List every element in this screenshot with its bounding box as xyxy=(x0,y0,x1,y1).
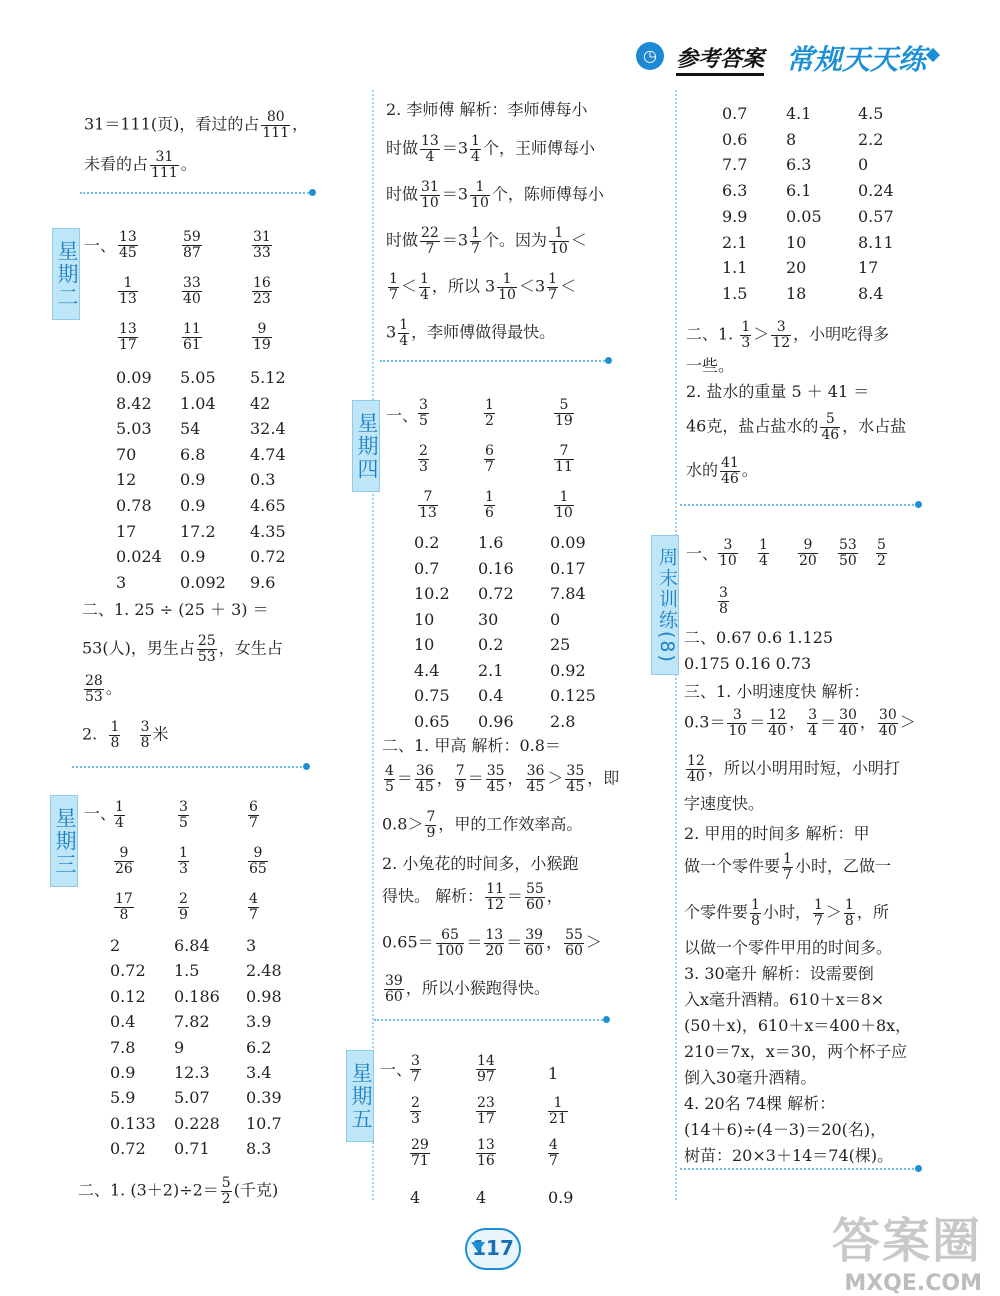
grid-cell: 6.2 xyxy=(246,1037,272,1057)
grid-cell: 0 xyxy=(858,155,869,175)
grid-fraction: $\frac{3}{10}$ xyxy=(719,537,737,569)
grid-cell: 6.8 xyxy=(180,444,206,464)
answer-line: 入x毫升酒精。610＋x＝8× xyxy=(684,990,885,1009)
grid-fraction: $\frac{3}{5}$ xyxy=(179,799,188,831)
column-divider xyxy=(372,90,374,1200)
grid-cell: 54 xyxy=(180,419,201,439)
answer-line: 二、0.67 0.6 1.125 xyxy=(684,628,834,647)
grid-cell: 0.9 xyxy=(180,547,206,567)
grid-cell: 6.3 xyxy=(786,155,812,175)
answer-line: 二、1. $\frac{1}{3}$ ＞ $\frac{3}{12}$ ，小明吃得多 xyxy=(686,319,890,351)
grid-cell: 5.03 xyxy=(116,419,152,439)
grid-fraction: $\frac{31}{33}$ xyxy=(253,229,271,261)
grid-cell: 0.2 xyxy=(414,533,440,552)
grid-cell: 6.3 xyxy=(722,181,748,201)
grid-cell: 0.7 xyxy=(722,104,748,123)
grid-fraction: $\frac{1}{4}$ xyxy=(115,799,124,831)
answer-line: 0.3＝ $\frac{3}{10}$ ＝ $\frac{12}{40}$ ， $\frac{3}{4}$ ＝ $\frac{30}{40}$ ， $\frac{30}{40}$ ＞ xyxy=(684,707,916,739)
grid-cell: 5.12 xyxy=(250,368,286,387)
grid-cell: 1.5 xyxy=(722,283,748,303)
grid-cell: 4.35 xyxy=(250,521,286,541)
grid-cell: 8 xyxy=(786,129,797,149)
question-label: 一、 xyxy=(380,1060,413,1079)
answer-line: 时做 $\frac{22}{7}$ ＝3 $\frac{1}{7}$ 个。因为 $\frac{1}{10}$ ＜ xyxy=(386,225,587,257)
section-separator xyxy=(680,1168,918,1170)
answer-line: 时做 $\frac{13}{4}$ ＝3 $\frac{1}{4}$ 个，王师傅每小 xyxy=(386,133,595,165)
answer-line: 0.65＝ $\frac{65}{100}$ ＝ $\frac{13}{20}$ ＝ $\frac{39}{60}$ ， $\frac{55}{60}$ ＞ xyxy=(382,927,602,959)
grid-cell: 0.65 xyxy=(414,711,450,731)
diamond-icon xyxy=(926,48,940,62)
grid-fraction: $\frac{2}{3}$ xyxy=(419,443,428,475)
grid-cell: 0 xyxy=(550,609,561,629)
grid-cell: 18 xyxy=(786,283,807,303)
grid-fraction: $\frac{59}{87}$ xyxy=(183,229,201,261)
grid-cell: 4 xyxy=(410,1188,421,1207)
grid-fraction: $\frac{9}{26}$ xyxy=(115,845,133,877)
grid-fraction: $\frac{23}{17}$ xyxy=(477,1095,495,1127)
answer-line: 2. 小兔花的时间多，小猴跑 xyxy=(382,854,579,873)
grid-fraction: $\frac{1}{10}$ xyxy=(555,489,573,521)
header-title-answers: 参考答案 xyxy=(676,42,764,76)
grid-cell: 10 xyxy=(786,232,807,252)
answer-line: 个零件要 $\frac{1}{8}$ 小时， $\frac{1}{7}$ ＞ $\frac{1}{8}$ ，所 xyxy=(684,897,889,929)
answer-line: 2. 盐水的重量 5 ＋ 41 ＝ xyxy=(686,382,870,401)
grid-cell: 3 xyxy=(116,572,127,592)
question-label: 一、 xyxy=(386,406,419,425)
answer-line: $\frac{4}{5}$ ＝ $\frac{36}{45}$ ， $\frac{7}{9}$ ＝ $\frac{35}{45}$ ， $\frac{36}{45}$ ＞ $\frac{35}{45}$ ，即 xyxy=(385,763,620,795)
grid-cell: 2 xyxy=(110,936,121,955)
grid-fraction: $\frac{4}{7}$ xyxy=(249,891,258,923)
grid-fraction: $\frac{9}{20}$ xyxy=(799,537,817,569)
grid-fraction: $\frac{13}{45}$ xyxy=(119,229,137,261)
grid-cell: 1.5 xyxy=(174,961,200,981)
answer-line: 3. 30毫升 解析：设需要倒 xyxy=(684,964,874,983)
answer-line: 水的 $\frac{41}{46}$ 。 xyxy=(686,455,758,487)
grid-cell: 0.09 xyxy=(116,368,152,387)
grid-fraction: $\frac{1}{4}$ xyxy=(759,537,768,569)
answer-line: 二、1. 甲高 解析：0.8＝ xyxy=(382,736,561,755)
grid-cell: 0.75 xyxy=(414,686,450,705)
grid-cell: 0.72 xyxy=(110,961,146,981)
grid-fraction: $\frac{16}{23}$ xyxy=(253,275,271,307)
answer-line: $\frac{3}{8}$ xyxy=(719,585,728,617)
grid-cell: 6.1 xyxy=(786,181,812,201)
tag-thursday: 星期四 xyxy=(352,400,380,492)
grid-cell: 0.4 xyxy=(478,686,504,705)
tag-friday: 星期五 xyxy=(346,1050,374,1142)
grid-cell: 0.72 xyxy=(250,547,286,567)
grid-cell: 7.84 xyxy=(550,584,586,603)
grid-cell: 0.9 xyxy=(180,496,206,515)
grid-fraction: $\frac{1}{3}$ xyxy=(179,845,188,877)
grid-cell: 10.2 xyxy=(414,584,450,603)
grid-cell: 2.48 xyxy=(246,961,282,981)
answer-line: 二、1. 25 ÷ (25 ＋ 3) ＝ xyxy=(82,600,269,619)
grid-cell: 0.6 xyxy=(722,129,748,149)
grid-cell: 0.17 xyxy=(550,558,586,578)
grid-cell: 0.78 xyxy=(116,496,152,515)
answer-line: 倒入30毫升酒精。 xyxy=(684,1068,817,1087)
grid-cell: 0.092 xyxy=(180,572,226,592)
answer-line: 210＝7x，x＝30，两个杯子应 xyxy=(684,1042,908,1061)
grid-cell: 2.8 xyxy=(550,711,576,731)
grid-cell: 5.9 xyxy=(110,1088,136,1108)
watermark xyxy=(762,1202,982,1296)
grid-cell: 4.4 xyxy=(414,660,440,680)
grid-cell: 0.24 xyxy=(858,181,894,201)
answer-line: 2. 甲用的时间多 解析：甲 xyxy=(684,824,870,843)
answer-line: (50＋x)，610＋x＝400＋8x， xyxy=(684,1016,912,1035)
grid-cell: 0.16 xyxy=(478,558,514,578)
grid-fraction: $\frac{14}{97}$ xyxy=(477,1053,495,1085)
grid-fraction: $\frac{33}{40}$ xyxy=(183,275,201,307)
grid-cell: 0.9 xyxy=(110,1063,136,1082)
grid-cell: 0.228 xyxy=(174,1113,220,1133)
grid-cell: 10 xyxy=(414,635,435,654)
grid-cell: 3.9 xyxy=(246,1012,272,1032)
grid-fraction: $\frac{3}{5}$ xyxy=(419,397,428,429)
grid-cell: 0.9 xyxy=(548,1188,574,1207)
grid-cell: 42 xyxy=(250,393,271,413)
grid-cell: 0.72 xyxy=(478,584,514,603)
grid-fraction: $\frac{1}{6}$ xyxy=(485,489,494,521)
grid-cell: 4.74 xyxy=(250,444,286,464)
grid-cell: 10.7 xyxy=(246,1113,282,1133)
answer-line: $\frac{39}{60}$ ，所以小猴跑得快。 xyxy=(385,973,550,1005)
tag-wednesday: 星期三 xyxy=(50,795,78,887)
grid-cell: 70 xyxy=(116,444,137,464)
watermark-url: MXQE.COM xyxy=(844,1271,982,1296)
grid-fraction: $\frac{6}{7}$ xyxy=(249,799,258,831)
answer-line: 时做 $\frac{31}{10}$ ＝3 $\frac{1}{10}$ 个，陈师傅每小 xyxy=(386,179,604,211)
grid-cell: 4 xyxy=(476,1188,487,1207)
grid-cell: 17 xyxy=(858,258,879,278)
grid-cell: 2.1 xyxy=(478,660,504,680)
answer-line: (14＋6)÷(4－3)＝20(名)， xyxy=(684,1120,887,1139)
grid-cell: 12 xyxy=(116,470,137,490)
grid-cell: 0.39 xyxy=(246,1088,282,1108)
grid-fraction: $\frac{7}{13}$ xyxy=(419,489,437,521)
grid-cell: 9 xyxy=(174,1037,185,1057)
watermark-logo: 答案圈 xyxy=(831,1213,982,1269)
grid-fraction: $\frac{1}{2}$ xyxy=(485,397,494,429)
grid-cell: 0.96 xyxy=(478,711,514,731)
answer-line: 46克，盐占盐水的 $\frac{5}{46}$ ，水占盐 xyxy=(686,411,907,443)
grid-cell: 8.11 xyxy=(858,232,894,252)
grid-fraction: $\frac{6}{7}$ xyxy=(485,443,494,475)
grid-cell: 9.6 xyxy=(250,572,276,592)
grid-cell: 0.71 xyxy=(174,1139,210,1159)
grid-cell: 1 xyxy=(548,1064,559,1083)
section-separator xyxy=(374,1019,606,1021)
grid-cell: 0.05 xyxy=(786,206,822,226)
answer-line: 53(人)，男生占 $\frac{25}{53}$ ，女生占 xyxy=(82,633,283,665)
grid-cell: 8.4 xyxy=(858,283,884,303)
grid-cell: 0.3 xyxy=(250,470,276,490)
grid-cell: 4.5 xyxy=(858,104,884,123)
grid-fraction: $\frac{5}{19}$ xyxy=(555,397,573,429)
grid-cell: 0.72 xyxy=(110,1139,146,1159)
grid-cell: 1.6 xyxy=(478,533,504,552)
grid-cell: 2.1 xyxy=(722,232,748,252)
answer-line: 字速度快。 xyxy=(684,794,765,813)
grid-cell: 0.2 xyxy=(478,635,504,654)
grid-cell: 0.98 xyxy=(246,986,282,1006)
answer-line: 0.175 0.16 0.73 xyxy=(684,654,812,673)
grid-cell: 0.7 xyxy=(414,558,440,578)
answer-line: 3 $\frac{1}{4}$ ，李师傅做得最快。 xyxy=(386,317,556,349)
grid-cell: 0.4 xyxy=(110,1012,136,1032)
grid-fraction: $\frac{3}{7}$ xyxy=(411,1053,420,1085)
grid-cell: 0.133 xyxy=(110,1113,156,1133)
grid-cell: 0.57 xyxy=(858,206,894,226)
grid-fraction: $\frac{9}{65}$ xyxy=(249,845,267,877)
grid-cell: 17.2 xyxy=(180,521,216,541)
section-separator xyxy=(80,192,312,194)
grid-cell: 2.2 xyxy=(858,129,884,149)
grid-fraction: $\frac{9}{19}$ xyxy=(253,321,271,353)
answer-line: 二、1. (3＋2)÷2＝ $\frac{5}{2}$ (千克) xyxy=(78,1175,279,1207)
grid-cell: 5.05 xyxy=(180,368,216,387)
section-separator xyxy=(680,504,918,506)
grid-fraction: $\frac{11}{61}$ xyxy=(183,321,201,353)
grid-cell: 4.65 xyxy=(250,496,286,515)
question-label: 一、 xyxy=(84,236,117,255)
grid-fraction: $\frac{1}{21}$ xyxy=(549,1095,567,1127)
grid-cell: 30 xyxy=(478,609,499,629)
answer-line: 31＝111(页)，看过的占 $\frac{80}{111}$ ， xyxy=(84,109,309,141)
grid-cell: 0.9 xyxy=(180,470,206,490)
grid-cell: 32.4 xyxy=(250,419,286,439)
grid-cell: 1.1 xyxy=(722,258,748,278)
grid-cell: 8.42 xyxy=(116,393,152,413)
page-number: 117 xyxy=(465,1228,521,1270)
question-label: 一、 xyxy=(84,804,117,823)
answer-line: 2. $\frac{1}{8}$ $\frac{3}{8}$ 米 xyxy=(82,719,169,751)
answer-line: 三、1. 小明速度快 解析： xyxy=(684,682,870,701)
page-header xyxy=(636,36,956,80)
grid-fraction: $\frac{7}{11}$ xyxy=(555,443,573,475)
grid-cell: 7.82 xyxy=(174,1012,210,1032)
grid-fraction: $\frac{5}{2}$ xyxy=(877,537,886,569)
answer-line: 得快。 解析： $\frac{11}{12}$ ＝ $\frac{55}{60}$ ， xyxy=(382,881,563,913)
grid-cell: 0.125 xyxy=(550,686,596,705)
answer-line: 一些。 xyxy=(686,356,735,375)
header-title-series: 常规天天练 xyxy=(786,43,927,76)
grid-cell: 4.1 xyxy=(786,104,812,123)
grid-cell: 1.04 xyxy=(180,393,216,413)
grid-fraction: $\frac{13}{16}$ xyxy=(477,1137,495,1169)
grid-cell: 0.92 xyxy=(550,660,586,680)
answer-line: 未看的占 $\frac{31}{111}$ 。 xyxy=(84,149,197,181)
grid-cell: 5.07 xyxy=(174,1088,210,1108)
grid-fraction: $\frac{29}{71}$ xyxy=(411,1137,429,1169)
grid-cell: 0.12 xyxy=(110,986,146,1006)
question-label: 一、 xyxy=(686,544,719,563)
grid-fraction: $\frac{4}{7}$ xyxy=(549,1137,558,1169)
grid-cell: 8.3 xyxy=(246,1139,272,1159)
grid-cell: 7.8 xyxy=(110,1037,136,1057)
answer-line: $\frac{1}{7}$ ＜ $\frac{1}{4}$ ，所以 3 $\frac{1}{10}$ ＜3 $\frac{1}{7}$ ＜ xyxy=(389,271,577,303)
grid-cell: 3.4 xyxy=(246,1063,272,1082)
grid-cell: 7.7 xyxy=(722,155,748,175)
answer-line: 树苗：20×3＋14＝74(棵)。 xyxy=(684,1146,894,1165)
grid-fraction: $\frac{17}{8}$ xyxy=(115,891,133,923)
grid-cell: 25 xyxy=(550,635,571,654)
clock-icon: ◷ xyxy=(636,42,664,70)
grid-cell: 0.024 xyxy=(116,547,162,567)
grid-fraction: $\frac{53}{50}$ xyxy=(839,537,857,569)
answer-line: 2. 李师傅 解析：李师傅每小 xyxy=(386,100,588,119)
grid-cell: 0.09 xyxy=(550,533,586,552)
grid-cell: 9.9 xyxy=(722,206,748,226)
grid-cell: 17 xyxy=(116,521,137,541)
grid-cell: 12.3 xyxy=(174,1063,210,1082)
answer-line: 4. 20名 74棵 解析： xyxy=(684,1094,836,1113)
grid-cell: 20 xyxy=(786,258,807,278)
answer-line: 做一个零件要 $\frac{1}{7}$ 小时，乙做一 xyxy=(684,851,891,883)
tag-weekend-training: 周末训练(8) xyxy=(651,535,679,675)
section-separator xyxy=(380,360,608,362)
tag-tuesday: 星期二 xyxy=(52,228,80,320)
grid-cell: 10 xyxy=(414,609,435,629)
grid-cell: 0.186 xyxy=(174,986,220,1006)
grid-cell: 3 xyxy=(246,936,257,955)
grid-fraction: $\frac{1}{13}$ xyxy=(119,275,137,307)
answer-line: $\frac{28}{53}$ 。 xyxy=(85,673,122,705)
grid-fraction: $\frac{2}{3}$ xyxy=(411,1095,420,1127)
answer-line: 0.8＞ $\frac{7}{9}$ ，甲的工作效率高。 xyxy=(382,809,583,841)
answer-line: $\frac{12}{40}$ ，所以小明用时短，小明打 xyxy=(687,753,900,785)
section-separator xyxy=(72,766,306,768)
grid-cell: 6.84 xyxy=(174,936,210,955)
grid-fraction: $\frac{2}{9}$ xyxy=(179,891,188,923)
grid-fraction: $\frac{13}{17}$ xyxy=(119,321,137,353)
answer-line: 以做一个零件甲用的时间多。 xyxy=(684,938,893,957)
